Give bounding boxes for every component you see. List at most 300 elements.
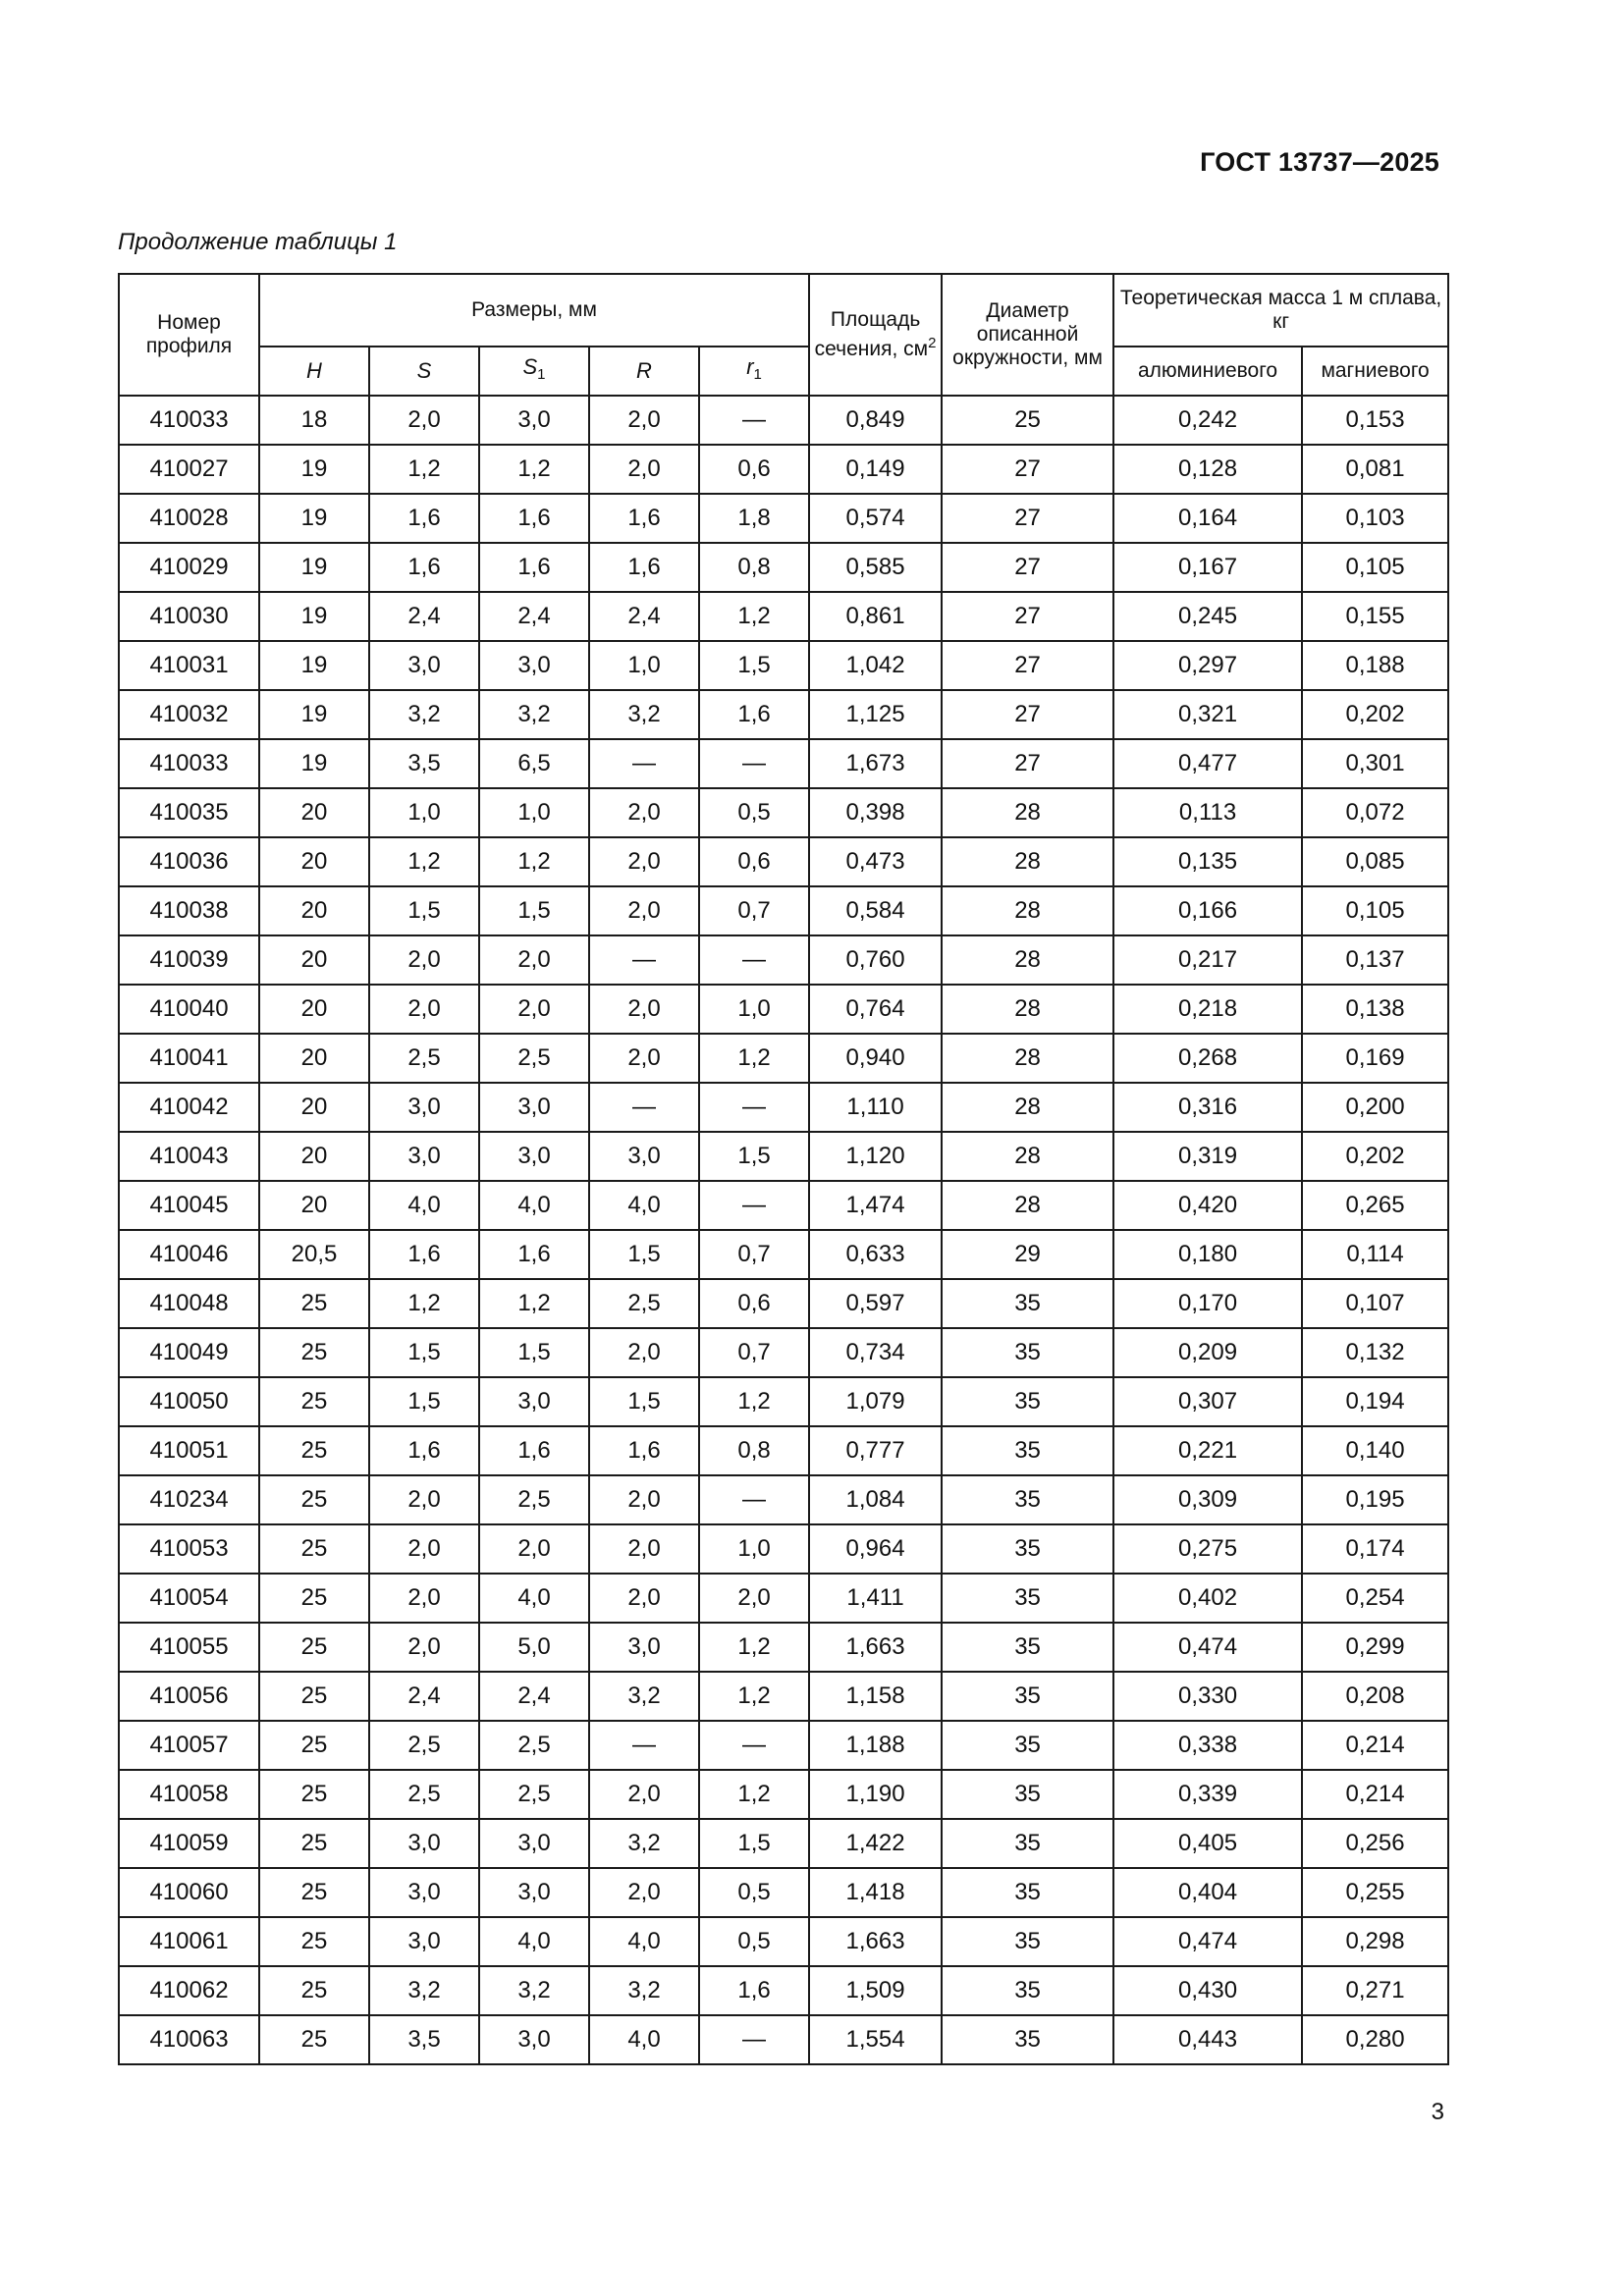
mass-aluminum-cell: 0,170 xyxy=(1113,1279,1302,1328)
table-row xyxy=(119,1524,1448,1574)
r1-cell: 0,5 xyxy=(699,1917,809,1966)
profile-number-cell: 410035 xyxy=(119,788,259,837)
area-cell: 1,158 xyxy=(809,1672,942,1721)
header-dim-r1: $r_1$ xyxy=(699,347,809,396)
r1-cell: 0,5 xyxy=(699,788,809,837)
S-cell: 2,0 xyxy=(369,1574,479,1623)
H-cell: 20,5 xyxy=(259,1230,369,1279)
profile-number-cell: 410033 xyxy=(119,739,259,788)
mass-aluminum-cell: 0,167 xyxy=(1113,543,1302,592)
H-cell: 25 xyxy=(259,1868,369,1917)
diameter-cell: 35 xyxy=(942,1574,1113,1623)
r1-cell: 0,7 xyxy=(699,1230,809,1279)
diameter-cell: 28 xyxy=(942,985,1113,1034)
H-cell: 25 xyxy=(259,1966,369,2015)
table-row xyxy=(119,1328,1448,1377)
mass-aluminum-cell: 0,405 xyxy=(1113,1819,1302,1868)
mass-aluminum-cell: 0,307 xyxy=(1113,1377,1302,1426)
R-cell: 1,6 xyxy=(589,1426,699,1475)
R-cell: 1,5 xyxy=(589,1230,699,1279)
diameter-cell: 35 xyxy=(942,1279,1113,1328)
S1-cell: 1,6 xyxy=(479,494,589,543)
profile-number-cell: 410060 xyxy=(119,1868,259,1917)
S1-cell: 3,0 xyxy=(479,641,589,690)
S1-cell: 2,4 xyxy=(479,1672,589,1721)
mass-magnesium-cell: 0,271 xyxy=(1302,1966,1448,2015)
mass-magnesium-cell: 0,081 xyxy=(1302,445,1448,494)
S1-cell: 2,5 xyxy=(479,1721,589,1770)
S-cell: 3,2 xyxy=(369,1966,479,2015)
S1-cell: 5,0 xyxy=(479,1623,589,1672)
mass-aluminum-cell: 0,404 xyxy=(1113,1868,1302,1917)
mass-aluminum-cell: 0,164 xyxy=(1113,494,1302,543)
mass-magnesium-cell: 0,107 xyxy=(1302,1279,1448,1328)
diameter-cell: 35 xyxy=(942,2015,1113,2064)
S1-cell: 2,0 xyxy=(479,935,589,985)
R-cell: — xyxy=(589,1721,699,1770)
mass-aluminum-cell: 0,430 xyxy=(1113,1966,1302,2015)
area-cell: 1,418 xyxy=(809,1868,942,1917)
r1-cell: 1,2 xyxy=(699,1672,809,1721)
R-cell: 2,0 xyxy=(589,1770,699,1819)
H-cell: 25 xyxy=(259,1475,369,1524)
S1-cell: 2,0 xyxy=(479,985,589,1034)
mass-aluminum-cell: 0,321 xyxy=(1113,690,1302,739)
area-cell: 0,585 xyxy=(809,543,942,592)
profile-number-cell: 410042 xyxy=(119,1083,259,1132)
mass-aluminum-cell: 0,217 xyxy=(1113,935,1302,985)
S-cell: 1,6 xyxy=(369,494,479,543)
diameter-cell: 35 xyxy=(942,1623,1113,1672)
mass-aluminum-cell: 0,275 xyxy=(1113,1524,1302,1574)
r1-cell: 1,8 xyxy=(699,494,809,543)
diameter-cell: 27 xyxy=(942,592,1113,641)
profile-number-cell: 410059 xyxy=(119,1819,259,1868)
H-cell: 20 xyxy=(259,985,369,1034)
R-cell: 2,0 xyxy=(589,1574,699,1623)
profile-number-cell: 410051 xyxy=(119,1426,259,1475)
diameter-cell: 35 xyxy=(942,1819,1113,1868)
S-cell: 2,0 xyxy=(369,1524,479,1574)
profile-number-cell: 410027 xyxy=(119,445,259,494)
table-row xyxy=(119,1721,1448,1770)
R-cell: 2,0 xyxy=(589,1034,699,1083)
table-row xyxy=(119,1819,1448,1868)
table-row xyxy=(119,1279,1448,1328)
R-cell: 2,0 xyxy=(589,837,699,886)
mass-aluminum-cell: 0,402 xyxy=(1113,1574,1302,1623)
R-cell: — xyxy=(589,1083,699,1132)
r1-cell: — xyxy=(699,1721,809,1770)
area-cell: 1,084 xyxy=(809,1475,942,1524)
diameter-cell: 35 xyxy=(942,1770,1113,1819)
R-cell: 4,0 xyxy=(589,1917,699,1966)
R-cell: 2,5 xyxy=(589,1279,699,1328)
table-row xyxy=(119,1475,1448,1524)
S-cell: 1,2 xyxy=(369,445,479,494)
S-cell: 2,4 xyxy=(369,1672,479,1721)
mass-magnesium-cell: 0,132 xyxy=(1302,1328,1448,1377)
area-cell: 0,760 xyxy=(809,935,942,985)
diameter-cell: 28 xyxy=(942,1034,1113,1083)
S1-cell: 2,5 xyxy=(479,1475,589,1524)
S-cell: 2,0 xyxy=(369,985,479,1034)
R-cell: 2,0 xyxy=(589,445,699,494)
S-cell: 2,0 xyxy=(369,1475,479,1524)
area-cell: 1,411 xyxy=(809,1574,942,1623)
S-cell: 1,6 xyxy=(369,1426,479,1475)
r1-cell: — xyxy=(699,935,809,985)
H-cell: 20 xyxy=(259,837,369,886)
R-cell: 2,0 xyxy=(589,886,699,935)
table-row xyxy=(119,837,1448,886)
S-cell: 2,0 xyxy=(369,935,479,985)
area-cell: 0,584 xyxy=(809,886,942,935)
area-cell: 1,190 xyxy=(809,1770,942,1819)
S1-cell: 6,5 xyxy=(479,739,589,788)
mass-magnesium-cell: 0,194 xyxy=(1302,1377,1448,1426)
R-cell: 2,0 xyxy=(589,1868,699,1917)
mass-magnesium-cell: 0,254 xyxy=(1302,1574,1448,1623)
mass-aluminum-cell: 0,268 xyxy=(1113,1034,1302,1083)
mass-aluminum-cell: 0,474 xyxy=(1113,1917,1302,1966)
table-row xyxy=(119,1770,1448,1819)
mass-magnesium-cell: 0,255 xyxy=(1302,1868,1448,1917)
R-cell: 3,2 xyxy=(589,1966,699,2015)
mass-aluminum-cell: 0,477 xyxy=(1113,739,1302,788)
R-cell: 4,0 xyxy=(589,2015,699,2064)
mass-aluminum-cell: 0,242 xyxy=(1113,396,1302,445)
S-cell: 1,5 xyxy=(369,886,479,935)
mass-magnesium-cell: 0,103 xyxy=(1302,494,1448,543)
header-dim-S: S xyxy=(369,347,479,396)
R-cell: — xyxy=(589,935,699,985)
R-cell: 2,0 xyxy=(589,985,699,1034)
diameter-cell: 28 xyxy=(942,1132,1113,1181)
header-theoretical-mass: Теоретическая масса 1 м сплава, кг xyxy=(1113,274,1448,347)
H-cell: 19 xyxy=(259,543,369,592)
mass-magnesium-cell: 0,301 xyxy=(1302,739,1448,788)
mass-aluminum-cell: 0,180 xyxy=(1113,1230,1302,1279)
r1-cell: 1,6 xyxy=(699,1966,809,2015)
header-dim-R: R xyxy=(589,347,699,396)
H-cell: 18 xyxy=(259,396,369,445)
profile-number-cell: 410058 xyxy=(119,1770,259,1819)
R-cell: 3,0 xyxy=(589,1623,699,1672)
area-cell: 0,633 xyxy=(809,1230,942,1279)
S1-cell: 3,0 xyxy=(479,1132,589,1181)
S-cell: 2,0 xyxy=(369,396,479,445)
profile-number-cell: 410028 xyxy=(119,494,259,543)
R-cell: 3,2 xyxy=(589,1672,699,1721)
R-cell: 2,4 xyxy=(589,592,699,641)
header-cross-section-area: Площадь сечения, $см^2$ xyxy=(809,274,942,396)
page-number: 3 xyxy=(1431,2099,1444,2125)
profile-number-cell: 410053 xyxy=(119,1524,259,1574)
S-cell: 1,6 xyxy=(369,1230,479,1279)
R-cell: 2,0 xyxy=(589,1328,699,1377)
table-body xyxy=(119,396,1448,2064)
S1-cell: 1,2 xyxy=(479,837,589,886)
H-cell: 19 xyxy=(259,641,369,690)
area-cell: 0,940 xyxy=(809,1034,942,1083)
table-row xyxy=(119,739,1448,788)
profile-specification-table xyxy=(118,273,1449,2065)
area-cell: 0,398 xyxy=(809,788,942,837)
R-cell: — xyxy=(589,739,699,788)
table-row xyxy=(119,1868,1448,1917)
profile-number-cell: 410054 xyxy=(119,1574,259,1623)
S1-cell: 2,4 xyxy=(479,592,589,641)
table-row xyxy=(119,445,1448,494)
diameter-cell: 35 xyxy=(942,1721,1113,1770)
table-row xyxy=(119,1083,1448,1132)
H-cell: 25 xyxy=(259,1426,369,1475)
table-row xyxy=(119,690,1448,739)
mass-magnesium-cell: 0,214 xyxy=(1302,1770,1448,1819)
diameter-cell: 28 xyxy=(942,1181,1113,1230)
H-cell: 19 xyxy=(259,690,369,739)
r1-cell: 1,0 xyxy=(699,985,809,1034)
H-cell: 19 xyxy=(259,592,369,641)
profile-number-cell: 410050 xyxy=(119,1377,259,1426)
diameter-cell: 27 xyxy=(942,739,1113,788)
header-dim-H: H xyxy=(259,347,369,396)
r1-cell: 1,5 xyxy=(699,1132,809,1181)
S-cell: 3,2 xyxy=(369,690,479,739)
table-row xyxy=(119,1917,1448,1966)
mass-magnesium-cell: 0,105 xyxy=(1302,886,1448,935)
area-cell: 1,120 xyxy=(809,1132,942,1181)
r1-cell: 1,2 xyxy=(699,1034,809,1083)
S-cell: 2,5 xyxy=(369,1770,479,1819)
R-cell: 2,0 xyxy=(589,1475,699,1524)
H-cell: 19 xyxy=(259,494,369,543)
S-cell: 2,0 xyxy=(369,1623,479,1672)
r1-cell: 1,2 xyxy=(699,1377,809,1426)
table-row xyxy=(119,1574,1448,1623)
S1-cell: 1,0 xyxy=(479,788,589,837)
mass-aluminum-cell: 0,420 xyxy=(1113,1181,1302,1230)
mass-magnesium-cell: 0,214 xyxy=(1302,1721,1448,1770)
mass-magnesium-cell: 0,140 xyxy=(1302,1426,1448,1475)
mass-aluminum-cell: 0,297 xyxy=(1113,641,1302,690)
S-cell: 1,5 xyxy=(369,1328,479,1377)
mass-magnesium-cell: 0,202 xyxy=(1302,690,1448,739)
R-cell: 4,0 xyxy=(589,1181,699,1230)
diameter-cell: 35 xyxy=(942,1917,1113,1966)
profile-number-cell: 410056 xyxy=(119,1672,259,1721)
table-row xyxy=(119,1672,1448,1721)
profile-number-cell: 410039 xyxy=(119,935,259,985)
diameter-cell: 29 xyxy=(942,1230,1113,1279)
mass-aluminum-cell: 0,135 xyxy=(1113,837,1302,886)
mass-aluminum-cell: 0,339 xyxy=(1113,1770,1302,1819)
R-cell: 3,2 xyxy=(589,1819,699,1868)
mass-magnesium-cell: 0,202 xyxy=(1302,1132,1448,1181)
mass-magnesium-cell: 0,085 xyxy=(1302,837,1448,886)
table-row xyxy=(119,1966,1448,2015)
R-cell: 2,0 xyxy=(589,1524,699,1574)
area-cell: 1,509 xyxy=(809,1966,942,2015)
mass-magnesium-cell: 0,299 xyxy=(1302,1623,1448,1672)
mass-aluminum-cell: 0,316 xyxy=(1113,1083,1302,1132)
profile-number-cell: 410043 xyxy=(119,1132,259,1181)
area-cell: 1,663 xyxy=(809,1917,942,1966)
H-cell: 25 xyxy=(259,1377,369,1426)
mass-aluminum-cell: 0,474 xyxy=(1113,1623,1302,1672)
r1-cell: 0,8 xyxy=(699,543,809,592)
mass-aluminum-cell: 0,338 xyxy=(1113,1721,1302,1770)
S-cell: 1,0 xyxy=(369,788,479,837)
H-cell: 25 xyxy=(259,1672,369,1721)
mass-aluminum-cell: 0,221 xyxy=(1113,1426,1302,1475)
H-cell: 20 xyxy=(259,1132,369,1181)
diameter-cell: 35 xyxy=(942,1426,1113,1475)
profile-number-cell: 410055 xyxy=(119,1623,259,1672)
H-cell: 19 xyxy=(259,445,369,494)
table-row xyxy=(119,543,1448,592)
diameter-cell: 28 xyxy=(942,788,1113,837)
S1-cell: 2,0 xyxy=(479,1524,589,1574)
r1-cell: 1,0 xyxy=(699,1524,809,1574)
S1-cell: 1,6 xyxy=(479,1230,589,1279)
r1-cell: 1,5 xyxy=(699,641,809,690)
table-continuation-caption: Продолжение таблицы 1 xyxy=(118,229,398,255)
area-cell: 0,964 xyxy=(809,1524,942,1574)
diameter-cell: 35 xyxy=(942,1524,1113,1574)
mass-magnesium-cell: 0,155 xyxy=(1302,592,1448,641)
header-circumscribed-diameter: Диаметр описанной окружности, мм xyxy=(942,274,1113,396)
S-cell: 3,0 xyxy=(369,1132,479,1181)
S-cell: 2,4 xyxy=(369,592,479,641)
profile-number-cell: 410045 xyxy=(119,1181,259,1230)
area-cell: 1,188 xyxy=(809,1721,942,1770)
profile-number-cell: 410049 xyxy=(119,1328,259,1377)
profile-number-cell: 410046 xyxy=(119,1230,259,1279)
S1-cell: 2,5 xyxy=(479,1770,589,1819)
mass-aluminum-cell: 0,128 xyxy=(1113,445,1302,494)
header-mass-aluminum: алюминиевого xyxy=(1113,347,1302,396)
diameter-cell: 35 xyxy=(942,1377,1113,1426)
H-cell: 20 xyxy=(259,1083,369,1132)
R-cell: 1,6 xyxy=(589,494,699,543)
S-cell: 1,2 xyxy=(369,837,479,886)
H-cell: 25 xyxy=(259,1721,369,1770)
H-cell: 25 xyxy=(259,1770,369,1819)
table-row xyxy=(119,1426,1448,1475)
R-cell: 1,5 xyxy=(589,1377,699,1426)
r1-cell: 0,6 xyxy=(699,837,809,886)
S-cell: 1,6 xyxy=(369,543,479,592)
header-profile-number: Номер профиля xyxy=(119,274,259,396)
H-cell: 25 xyxy=(259,1328,369,1377)
H-cell: 25 xyxy=(259,1574,369,1623)
H-cell: 20 xyxy=(259,1034,369,1083)
S-cell: 1,5 xyxy=(369,1377,479,1426)
mass-aluminum-cell: 0,166 xyxy=(1113,886,1302,935)
mass-magnesium-cell: 0,153 xyxy=(1302,396,1448,445)
diameter-cell: 27 xyxy=(942,690,1113,739)
S-cell: 3,0 xyxy=(369,641,479,690)
profile-number-cell: 410234 xyxy=(119,1475,259,1524)
R-cell: 2,0 xyxy=(589,788,699,837)
mass-aluminum-cell: 0,319 xyxy=(1113,1132,1302,1181)
r1-cell: 1,2 xyxy=(699,1770,809,1819)
table-row xyxy=(119,641,1448,690)
table-row xyxy=(119,1377,1448,1426)
area-cell: 0,574 xyxy=(809,494,942,543)
H-cell: 20 xyxy=(259,935,369,985)
r1-cell: — xyxy=(699,1083,809,1132)
area-cell: 1,125 xyxy=(809,690,942,739)
document-standard-number: ГОСТ 13737—2025 xyxy=(1200,147,1439,177)
S1-cell: 1,5 xyxy=(479,1328,589,1377)
mass-magnesium-cell: 0,265 xyxy=(1302,1181,1448,1230)
profile-number-cell: 410031 xyxy=(119,641,259,690)
profile-number-cell: 410038 xyxy=(119,886,259,935)
R-cell: 3,2 xyxy=(589,690,699,739)
H-cell: 20 xyxy=(259,1181,369,1230)
profile-number-cell: 410033 xyxy=(119,396,259,445)
table-row xyxy=(119,1132,1448,1181)
mass-magnesium-cell: 0,072 xyxy=(1302,788,1448,837)
r1-cell: — xyxy=(699,396,809,445)
S1-cell: 1,2 xyxy=(479,445,589,494)
header-dimensions: Размеры, мм xyxy=(259,274,809,347)
diameter-cell: 35 xyxy=(942,1966,1113,2015)
area-cell: 1,079 xyxy=(809,1377,942,1426)
mass-magnesium-cell: 0,195 xyxy=(1302,1475,1448,1524)
mass-aluminum-cell: 0,113 xyxy=(1113,788,1302,837)
r1-cell: 1,2 xyxy=(699,1623,809,1672)
S1-cell: 1,6 xyxy=(479,1426,589,1475)
mass-magnesium-cell: 0,280 xyxy=(1302,2015,1448,2064)
header-dim-S1: $S_1$ xyxy=(479,347,589,396)
S-cell: 3,0 xyxy=(369,1819,479,1868)
S-cell: 3,5 xyxy=(369,2015,479,2064)
diameter-cell: 28 xyxy=(942,886,1113,935)
profile-number-cell: 410061 xyxy=(119,1917,259,1966)
H-cell: 25 xyxy=(259,1279,369,1328)
H-cell: 20 xyxy=(259,886,369,935)
S1-cell: 3,2 xyxy=(479,690,589,739)
r1-cell: 1,5 xyxy=(699,1819,809,1868)
mass-aluminum-cell: 0,209 xyxy=(1113,1328,1302,1377)
diameter-cell: 28 xyxy=(942,1083,1113,1132)
area-cell: 0,473 xyxy=(809,837,942,886)
H-cell: 20 xyxy=(259,788,369,837)
profile-number-cell: 410048 xyxy=(119,1279,259,1328)
profile-number-cell: 410029 xyxy=(119,543,259,592)
table-row xyxy=(119,1230,1448,1279)
profile-number-cell: 410032 xyxy=(119,690,259,739)
area-cell: 1,474 xyxy=(809,1181,942,1230)
table-row xyxy=(119,1034,1448,1083)
r1-cell: 0,7 xyxy=(699,886,809,935)
profile-number-cell: 410063 xyxy=(119,2015,259,2064)
r1-cell: 2,0 xyxy=(699,1574,809,1623)
mass-magnesium-cell: 0,256 xyxy=(1302,1819,1448,1868)
mass-aluminum-cell: 0,309 xyxy=(1113,1475,1302,1524)
area-cell: 1,554 xyxy=(809,2015,942,2064)
r1-cell: 0,5 xyxy=(699,1868,809,1917)
diameter-cell: 27 xyxy=(942,543,1113,592)
table-row xyxy=(119,494,1448,543)
diameter-cell: 25 xyxy=(942,396,1113,445)
S1-cell: 1,6 xyxy=(479,543,589,592)
S-cell: 4,0 xyxy=(369,1181,479,1230)
